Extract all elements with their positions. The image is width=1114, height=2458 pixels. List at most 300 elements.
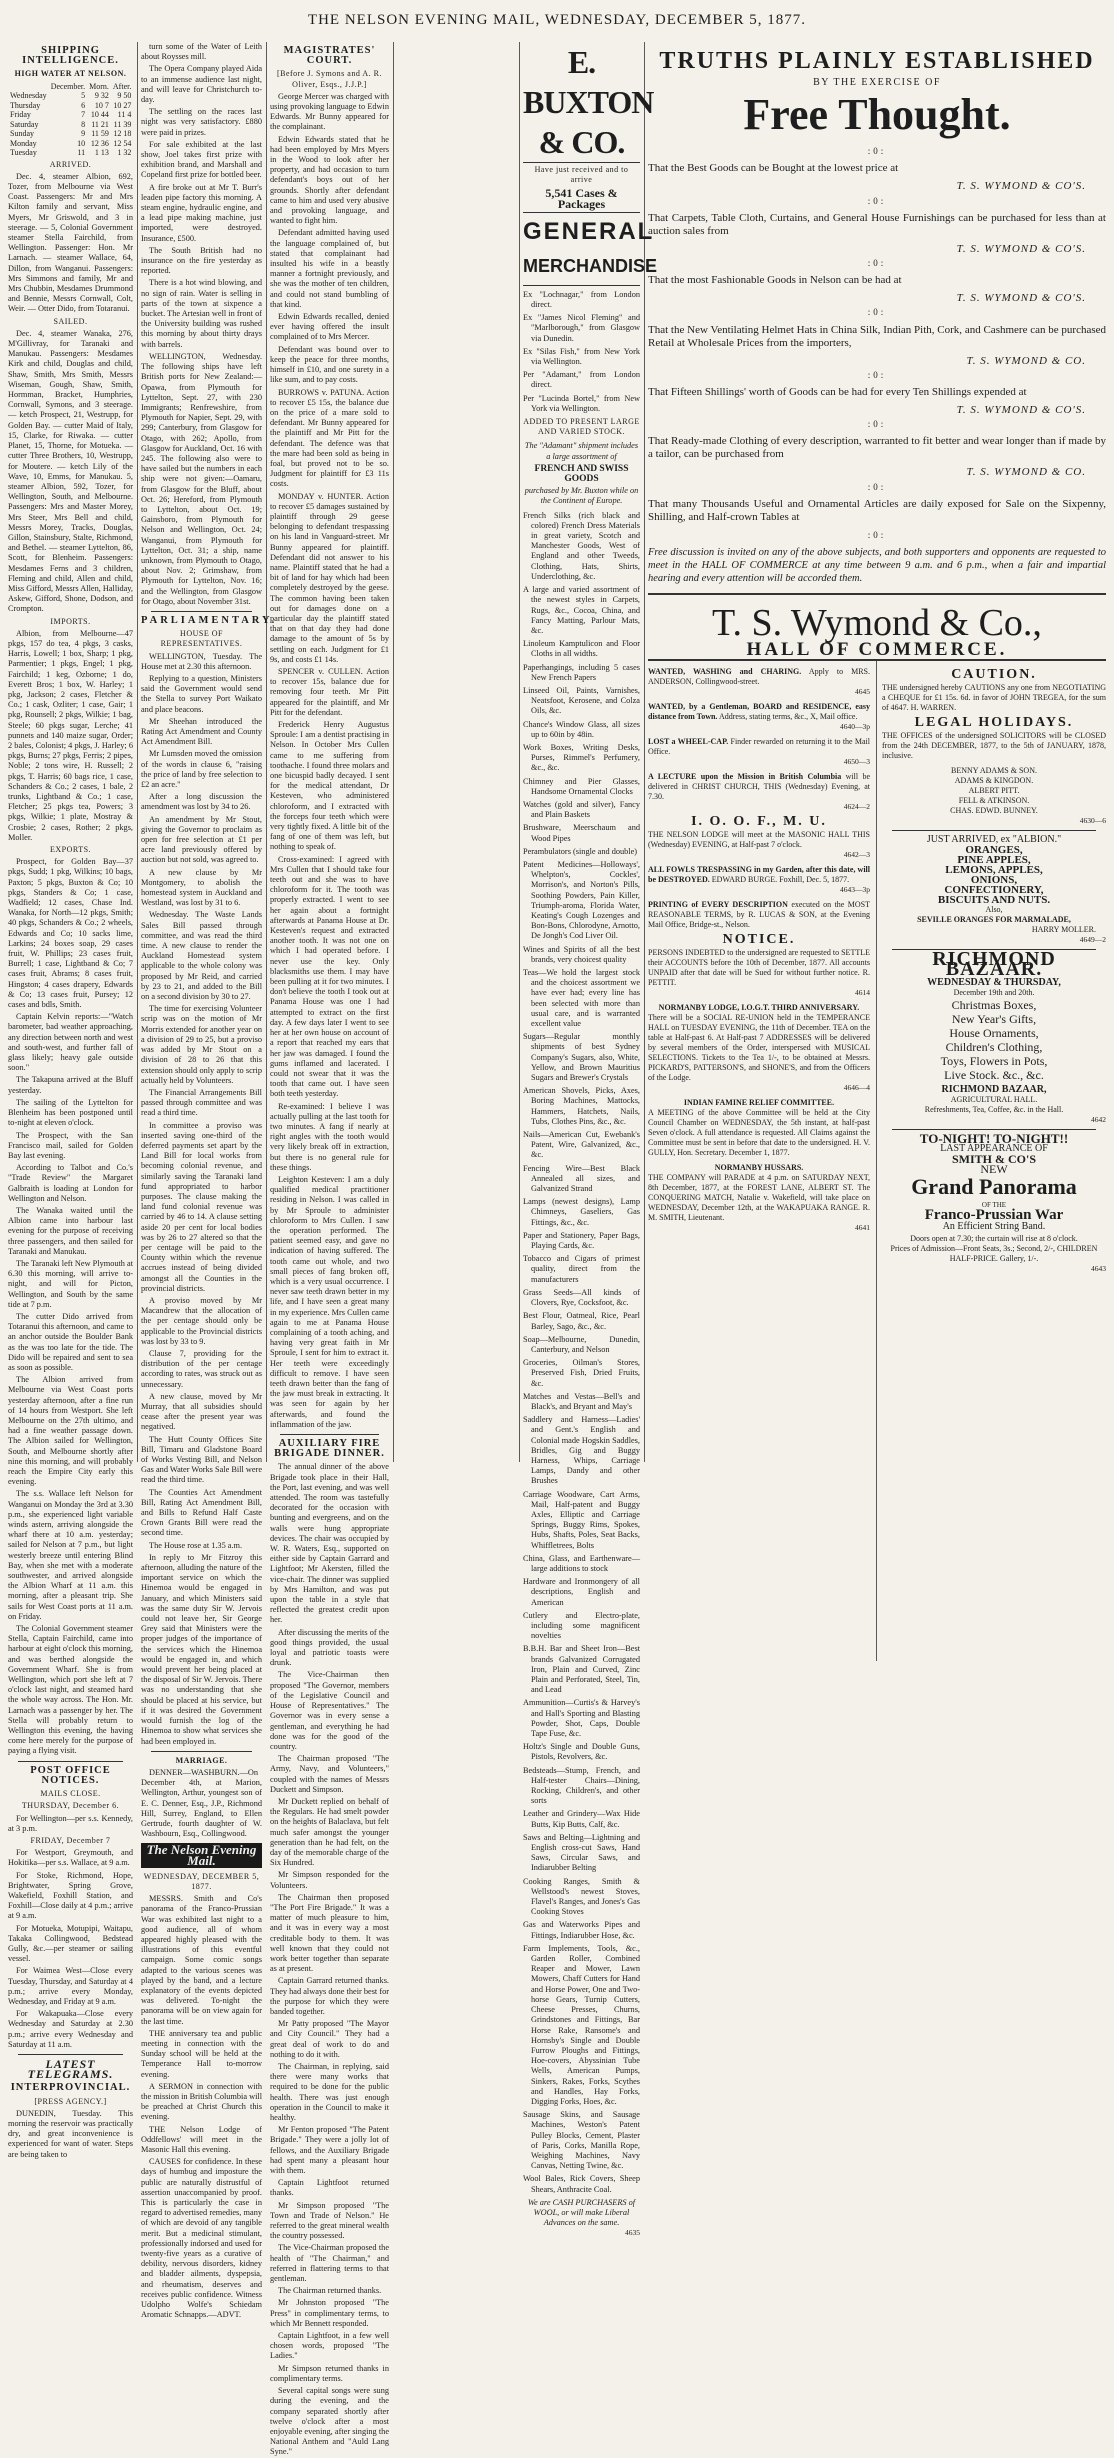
- tide-row: [8, 148, 133, 158]
- bazaar-item: Christmas Boxes,: [951, 998, 1037, 1013]
- ad-body: A MEETING of the above Committee will be held at the City Council Chamber on WEDNESDAY, the 5th instant, at half-past Seven o'clock. A full attendance is requested. All Claims against the Committee must be sent in before that date to the undersigned. H. V. GULLY, Hon. Secretary. December 1, 1877.: [648, 1108, 870, 1158]
- general-merchandise: [523, 212, 658, 286]
- shipping-para: The Takapuna arrived at the Bluff yesterday.: [8, 1075, 133, 1095]
- column-rule: [137, 42, 138, 1462]
- ad-number: 4645: [855, 687, 870, 697]
- classified-ad: [648, 667, 870, 697]
- ad-number: 4630—6: [1079, 816, 1106, 826]
- fire-brigade-heading: AUXILIARY FIRE BRIGADE DINNER.: [274, 1438, 385, 1460]
- grand-panorama: Grand Panorama: [911, 1174, 1077, 1200]
- tide-after: 11 4: [117, 110, 132, 120]
- divider: [151, 1751, 252, 1752]
- divider: :0:: [867, 419, 887, 430]
- ad-number: 4640—3p: [840, 722, 870, 732]
- statement: That the most Fashionable Goods in Nelson can be had at: [648, 274, 902, 287]
- wymond-signature: T. S. WYMOND & CO'S.: [956, 404, 1086, 417]
- statement: That the Best Goods can be Bought at the lowest price at: [648, 162, 899, 175]
- ad-number: 4643—3p: [840, 885, 870, 895]
- fire-para: Several capital songs were sung during the evening, and the company separated shortly after twelve o'clock after a most enjoyable evening, after singing the National Anthem and "Auld Lang Syne.": [270, 2386, 389, 2457]
- tide-date: 11: [77, 148, 86, 158]
- doors-open: Doors open at 7.30; the curtain will rise at 8 o'clock.: [910, 1234, 1078, 1244]
- shipping-para: Captain Kelvin reports:—"Watch barometer, bad weather approaching, any direction between north and west and south-west, and further fall of glass likely; heavy gale outside soon.": [8, 1012, 133, 1073]
- merchandise-item: Wool Bales, Rick Covers, Sheep Shears, Anthracite Coal.: [523, 2174, 640, 2194]
- court-para: Frederick Henry Augustus Sproule: I am a dentist practising in Nelson. In October Mrs Cullen came to me suffering from toothache. I found three molars and one bicuspid badly decayed. I sent for the medical attendant, Dr Kesteven, who administered chloroform, and I extracted with the forceps four teeth which were very tightly fixed. A little bit of the fang of one of them was left, but nothing to speak of.: [270, 720, 389, 852]
- merchandise-item: Holtz's Single and Double Guns, Pistols, Revolvers, &c.: [523, 1742, 640, 1762]
- post-office-heading: POST OFFICE NOTICES.: [30, 1764, 111, 1786]
- merchandise-item: Linoleum Kamptulicon and Floor Cloths in all widths.: [523, 639, 640, 659]
- exercise-line: BY THE EXERCISE OF: [813, 77, 941, 88]
- ad-heading: INDIAN FAMINE RELIEF COMMITTEE.: [683, 1098, 835, 1108]
- statement: That many Thousands Useful and Ornamental Articles are daily exposed for Sale on the Sixpenny, Shilling, and Half-crown Tables at: [648, 497, 1106, 523]
- ad-body: Finder rewarded on returning it to the Mail Office.: [648, 737, 870, 757]
- fire-para: The annual dinner of the above Brigade took place in their Hall, the Port, last evening, and was well attended. The room was tastefully decorated for the occasion with bunting and evergreens, and on the walls were hung appropriate devices. The chair was occupied by W. R. Waters, Esq., supported on either side by Captain Garrard and Lightfoot; Mr Akersten, filled the vice-chair. The dinner was supplied by Mrs Hamilton, and was put upon the table in a style that reflected the greatest credit upon her.: [270, 1462, 389, 1625]
- merchandise-item: Work Boxes, Writing Desks, Purses, Rimmel's Perfumery, &c., &c.: [523, 742, 640, 773]
- ad-number: 4614: [855, 988, 870, 998]
- court-para: Re-examined: I believe I was actually pulling at the last tooth for two minutes. A fang if nearly at right angles with the tooth would very likely break off in extraction, but there is no general rule for these things.: [270, 1101, 389, 1172]
- truths-heading: TRUTHS PLAINLY ESTABLISHED: [659, 48, 1095, 74]
- telegrams-heading: LATEST TELEGRAMS.: [27, 2056, 114, 2082]
- merchandise-item: American Shovels, Picks, Axes, Boring Machines, Mattocks, Hammers, Hatchets, Nails, Tubs, Clothes Pins, &c., &c.: [523, 1086, 640, 1126]
- fire-para: After discussing the merits of the good things provided, the usual loyal and patriotic toasts were drunk.: [270, 1627, 389, 1668]
- tide-morn: 10 7: [94, 100, 109, 110]
- merchandise-item: A large and varied assortment of the newest styles in Carpets, Rugs, &c., Cocoa, China, and Fancy Matting, Parlour Mats, &c.: [523, 585, 640, 635]
- received-line: Have just received and to arrive: [534, 165, 629, 185]
- discussion-text: Free discussion is invited on any of the above subjects, and both supporters and opponents are requested to meet in the HALL OF COMMERCE at any time between 9 a.m. and 6 p.m., when a fair and impartial hearing and every attention will be accorded them.: [648, 547, 1106, 585]
- court-para: Edwin Edwards recalled, denied ever having offered the insult complained of to Mrs Mercer.: [270, 312, 389, 342]
- statement: That the New Ventilating Helmet Hats in China Silk, Indian Pith, Cork, and Cashmere can be purchased Retail at Wholesale Prices from the importers,: [648, 323, 1106, 349]
- tide-day: Monday: [10, 138, 37, 148]
- tonight-line: TO-NIGHT! TO-NIGHT!!: [919, 1131, 1069, 1147]
- tide-after: 12 54: [113, 138, 132, 148]
- tide-morn: 12 36: [90, 138, 109, 148]
- tide-morn: 9 32: [94, 91, 109, 101]
- court-para: SPENCER v. CULLEN. Action to recover 15s, balance due for removing four teeth. Mr Pitt appeared for the plaintiff, and Mr Pitt for the defendant.: [270, 666, 389, 717]
- court-para: Edwin Edwards stated that he had been employed by Mrs Myers in the Wood to look after her property, and had occasion to turn defendant's boys out of her grounds. Shortly after defendant came to him and used very abusive and provoking language, and wanted to fight him.: [270, 134, 389, 226]
- tide-morn: 11 59: [91, 129, 109, 139]
- bazaar-dates: WEDNESDAY & THURSDAY,: [927, 977, 1061, 989]
- merchandise-item: Ammunition—Curtis's & Harvey's and Hall's Sporting and Blasting Powder, Shot, Caps, Double Tape Fuse, &c.: [523, 1698, 640, 1739]
- court-para: Cross-examined: I agreed with Mrs Cullen that I should take four teeth out and she was to have chloroform for it. The tooth was properly extracted. I went to see her again about a fortnight afterwards at Panama House at Dr. Kesteven's request and extracted another tooth. It was not one on which I had operated before. I never use the key. Only blacksmiths use them. I may have been pulling at it for two minutes. I don't believe the tooth I took out at Panama House was one I had attempted to extract on the first day. A few days later I went to see her at her own house on account of a report that reached my ears that her jaw was damaged. I found the gums inflamed and lacerated. I could not swear that it was the tooth that came out. I have seen both teeth yesterday.: [270, 854, 389, 1099]
- parl-para: A proviso moved by Mr Macandrew that the allocation of the per centage should only be applicable to the Provincial districts was lost by 33 to 9.: [141, 1295, 262, 1346]
- parl-para: In committee a proviso was inserted saving one-third of the deferred payments set apart by the Land Bill for local works from becoming colonial revenue, and similarly saving the Taranaki land fund appropriated to harbor purposes. The clause making the land fund colonial revenue was carried by 46 to 14. A clause setting aside 20 per cent for local bodies was by 26 to 27 altered so that the per centage will be paid to the County within which the revenue accrues instead of being divided amongst all the Counties in the provincial districts.: [141, 1120, 262, 1293]
- merchandise-item: Chimney and Pier Glasses, Handsome Ornamental Clocks: [523, 776, 640, 796]
- ad-heading: NOTICE.: [722, 932, 796, 948]
- fire-para: The Vice-Chairman proposed the health of "The Chairman," and referred in flattering terms to that gentleman.: [270, 2243, 389, 2284]
- merchandise-item: Lamps (newest designs), Lamp Chimneys, Gaseliers, Gas Fittings, &c., &c.: [523, 1197, 640, 1227]
- shipping-para: The Albion arrived from Melbourne via West Coast ports yesterday afternoon, after a fine run of 14 hours from Westport. She left Melbourne on the 27th ultimo, and had a fine weather passage down. The Albion sailed for Wellington, South, and Melbourne shortly after nine this morning, and will probably reach the Empire City early this evening.: [8, 1375, 133, 1487]
- fire-para: Mr Fenton proposed "The Patent Brigade." They were a jolly lot of fellows, and the Auxiliary Brigade had spent many a pleasant hour with them.: [270, 2125, 389, 2176]
- albion-item: CONFECTIONERY,: [944, 884, 1044, 897]
- court-para: MONDAY v. HUNTER. Action to recover £5 damages sustained by plaintiff through 29 geese belonging to defendant trespassing on his land in Vanguard-street. Mr Bunny appeared for plaintiff. Defendant did not answer to his name. Plaintiff stated that he had a bit of land for hay which had been completely destroyed by the geese. The common having been taken out for damages done on a particular day the plaintiff stated that on that day they had done damage to the amount of 5s by settling on each. Judgment for £1 9s, and costs £1 14s.: [270, 491, 389, 664]
- tide-row: [8, 91, 133, 101]
- merchandise-item: Best Flour, Oatmeal, Rice, Pearl Barley, Sago, &c., &c.: [523, 1311, 640, 1331]
- merchandise-item: Watches (gold and silver), Fancy and Plain Baskets: [523, 799, 640, 820]
- court-para: Defendant admitted having used the language complained of, but stated that complainant had insulted his wife in a beastly manner a fortnight previously, and she was the mother of ten children, and could not stand bumbling of that kind.: [270, 228, 389, 309]
- news-para: There is a hot wind blowing, and no sign of rain. Water is selling in parts of the town at sixpence a bucket. The Artesian well in front of the University building was rushed this morning by about thirty drays with barrels.: [141, 278, 262, 349]
- fire-para: Captain Lightfoot, in a few well chosen words, proposed "The Ladies.": [270, 2331, 389, 2361]
- classified-ad: [648, 1163, 870, 1233]
- ad-body: PERSONS INDEBTED to the undersigned are requested to SETTLE their ACCOUNTS before the 10th of December, 1877. All accounts UNPAID after that date will be Sued for without further notice. R. PETTIT.: [648, 948, 870, 988]
- merchandise-item: Perambulators (single and double): [523, 846, 638, 856]
- parl-para: After a long discussion the amendment was lost by 34 to 26.: [141, 792, 262, 812]
- classified-ad: [648, 1098, 870, 1158]
- merchandise-item: Fencing Wire—Best Black Annealed all sizes, and Galvanized Strand: [523, 1163, 640, 1194]
- tide-after: 1 32: [117, 148, 132, 158]
- merchandise-item: B.B.H. Bar and Sheet Iron—Best brands Galvanized Corrugated Iron, Plain and Curved, Zinc Plain and Perforated, Steel, Tin, and Lead: [523, 1644, 640, 1695]
- tide-after: 12 18: [113, 129, 132, 139]
- caution-text: THE undersigned hereby CAUTIONS any one from NEGOTIATING a CHEQUE for £1 15s. 6d. in favor of JOHN TREGEA, for the sum of 4647. H. WARREN.: [882, 683, 1106, 713]
- tide-header-row: [8, 82, 133, 92]
- albion-item: LEMONS, APPLES,: [945, 864, 1043, 877]
- merchandise-word: MERCHANDISE: [523, 255, 658, 276]
- merchandise-item: Bedsteads—Stump, French, and Half-tester Chairs—Dining, Rocking, Children's, and other sorts: [523, 1765, 640, 1806]
- parl-para: A new clause, moved by Mr Murray, that all subsidies should cease after the present year was negatived.: [141, 1391, 262, 1432]
- tide-morn: 10 44: [90, 110, 109, 120]
- classified-ad: [648, 814, 870, 860]
- fire-para: Mr Simpson returned thanks in complimentary terms.: [270, 2363, 389, 2383]
- court-para: Leighton Kesteven: I am a duly qualified medical practitioner residing in Nelson. I was called in by Mr Sproule to administer chloroform to Mrs Cullen. I saw the operation performed. The patient seemed easy, and gave no indication of having suffered. The tooth came out whole, and two small pieces of fang broken off, which is a very usual occurrence. I never saw teeth drawn better in my life, and I have seen a great many in my experience. Mrs Cullen came again to me at Panama House complaining of a tooth aching, and having very great faith in Mr Sproule, I sent for him to extract it. Her teeth were exceedingly difficult to remove. I have seen teeth drawn better than the fang of the jaw must break in extracting. It was seen for again by her afterwards, and found the inflammation of the jaw.: [270, 1174, 389, 1429]
- local-para: MESSRS. Smith and Co's panorama of the Franco-Prussian War was exhibited last night to a good audience, all of whom appeared highly pleased with the illustrations of this eventful campaign. Some comic songs adapted to the various scenes was played by the band, and a lecture explanatory of the events depicted was delivered. To-night the panorama will be on view again for the last time.: [141, 1894, 262, 2026]
- news-para: WELLINGTON, Wednesday. The following ships have left British ports for New Zealand:—Opawa, from Plymouth for Lyttelton, Sept. 27, with 230 Immigrants; Renfrewshire, from Plymouth for Napier, Sept. 29, with 299; Canterbury, from Glasgow for Otago, with 262; Apollo, from Glasgow for Auckland, Oct. 16 with 245. The following also were to have sailed but the numbers in each ship were not given:—Oamaru, from Glasgow for the Bluff, about Oct. 26; Hereford, from Plymouth to Lyttelton, about Oct. 19; Gainsboro, from Plymouth for Nelson and Wellington, Oct. 24; Wanganui, from Plymouth for Lyttelton, Oct. 31; a ship, name unknown, from Plymouth to Otago, about Nov. 2; Grimshaw, from Plymouth for Lyttelton, Nov. 16; and the Wellington, from Glasgow for Otago, about November 31st.: [141, 351, 262, 606]
- news-para: A fire broke out at Mr T. Burr's leaden pipe factory this morning. A steam engine, hydraulic engine, and a lead pipe making machine, just imported, were destroyed. Insurance, £500.: [141, 182, 262, 243]
- ad-body: Apply to MRS. ANDERSON, Collingwood-street.: [648, 667, 870, 687]
- column-court: [270, 42, 389, 2457]
- divider: :0:: [867, 146, 887, 157]
- merchandise-item: Grass Seeds—All kinds of Clovers, Rye, Cocksfoot, &c.: [523, 1287, 640, 1308]
- shipping-para: The s.s. Wallace left Nelson for Wanganui on Monday the 3rd at 3.30 p.m., she experienced light variable winds astern, arriving alongside the wharf there at 10 a.m. yesterday; sailed for Nelson at 7 p.m., but light westerly breeze until entering Blind Bay, when she met with a moderate southwester, and arrived alongside the Albion Wharf at 11 a.m. this morning, after a pleasant trip. She sails for West Coast ports at 11 a.m. on Friday.: [8, 1489, 133, 1621]
- fire-para: Captain Garrard returned thanks. They had always done their best for the purpose for which they were banded together.: [270, 1976, 389, 2016]
- fire-para: The Chairman returned thanks.: [278, 2286, 382, 2296]
- divider: :0:: [867, 481, 887, 492]
- seville-line: SEVILLE ORANGES FOR MARMALADE,: [917, 915, 1071, 925]
- merchandise-item: Cooking Ranges, Smith & Wellstood's newest Stoves, Flavel's Ranges, and Jones's Gas Cooking Stoves: [523, 1876, 640, 1917]
- bazaar-item: Toys, Flowers in Pots,: [940, 1054, 1048, 1069]
- parl-para: The Hutt County Offices Site Bill, Timaru and Gladstone Board of Works Vesting Bill, and Nelson Gas and Water Works Sale Bill were read the third time.: [141, 1434, 262, 1485]
- sailed-text: Dec. 4, steamer Wanaka, 276, M'Gillivray, for Taranaki and Manukau. Passengers: Mesdames Kirk and child, Douglas and child, Shaw, Smith, Mrs Smith, Messrs Wiseman, Gough, Shaw, Smith, Hormman, Bracket, Humphries, Cornwall, Symons, and 3 steerage. — ketch Prospect, 21, Westrupp, for Golden Bay. — cutter Maid of Italy, 15, Clarke, for Riwaka. — cutter Planet, 15, Thorne, for Motueka. — cutter Three Brothers, 10, Westrupp, for Moutere. — ketch Lily of the Wave, 10, Emms, for Manukau. 5, steamer Albion, 592, Tozer, for Wellington, South, and Melbourne. Passengers: Mrs and Master Morey, Mrs Steer, Mrs Bell and child, Messrs Morey, Tracks, Douglas, Gillon, Stainsbury, Stalte, Richmond, and Bethel. — steamer Lyttelton, 86, Scott, for Blenheim. Passengers: Mesdames Ferns and 3 children, Fleming and child, Allen and child, Miss Gifford, Messrs Allen, Halliday, Askew, Gifford, Shone, Dodson, and Crompton.: [8, 328, 133, 614]
- statement: That Fifteen Shillings' worth of Goods can be had for every Ten Shillings expended at: [648, 386, 1027, 399]
- admission-prices: Prices of Admission—Front Seats, 3s.; Second, 2/-, CHILDREN HALF-PRICE. Gallery, 1/-.: [890, 1244, 1098, 1264]
- wool-line: We are CASH PURCHASERS of WOOL, or will make Liberal Advances on the same.: [527, 2197, 636, 2228]
- ad-heading: ALL FOWLS TRESPASSING in my Garden, after this date, will be DESTROYED.: [648, 865, 870, 885]
- tide-morn: 11 21: [91, 119, 109, 129]
- firm-name: BENNY ADAMS & SON.: [951, 766, 1037, 776]
- adamant-line: The "Adamant" shipment includes a large assortment of: [524, 441, 639, 461]
- new-word: NEW: [980, 1162, 1008, 1177]
- ad-body: THE COMPANY will PARADE at 4 p.m. on SATURDAY NEXT, 8th December, 1877, at the FOREST LANE, ALBERT ST. The CONQUERING MATCH, Natalie v. Wakefield, will take place on WEDNESDAY, December 12th, at the WAKAPUAKA RANGE. R. M. SMITH, Lieutenant.: [648, 1173, 870, 1223]
- classified-ad: [648, 932, 870, 998]
- po-day: THURSDAY, December 6.: [21, 1801, 120, 1811]
- divider: [892, 1129, 1096, 1130]
- parl-para: Clause 7, providing for the distribution of the per centage according to rates, was struck out as unnecessary.: [141, 1348, 262, 1389]
- purchased-line: purchased by Mr. Buxton while on the Continent of Europe.: [524, 486, 639, 506]
- local-para: THE Nelson Lodge of Oddfellows' will meet in the Masonic Hall this evening.: [141, 2124, 262, 2155]
- legal-heading: LEGAL HOLIDAYS.: [914, 715, 1074, 731]
- parl-para: The Financial Arrangements Bill passed through committee and was read a third time.: [141, 1087, 262, 1118]
- column-rule: [876, 661, 877, 1661]
- merchandise-item: Wines and Spirits of all the best brands, very choicest quality: [523, 944, 640, 964]
- divider: :0:: [867, 369, 887, 380]
- firm-name: ADAMS & KINGDON.: [954, 776, 1034, 786]
- legal-text: THE OFFICES of the undersigned SOLICITORS will be CLOSED from the 24th DECEMBER, 1877, to the 5th of JANUARY, 1878, inclusive.: [882, 731, 1106, 761]
- court-para: George Mercer was charged with using provoking language to Edwin Edwards. Mr Bunny appeared for the complainant.: [270, 91, 389, 132]
- merchandise-item: Farm Implements, Tools, &c., Garden Roller, Combined Reaper and Mower, Lawn Mowers, Chaff Cutters for Hand and Horse Power, One and Two-horse Gears, Turnip Cutters, Cheese Presses, Churns, Grindstones and Fittings, Bar Horse Rake, Ransome's and Hornsby's Single and Double Furrow Ploughs and Fittings, Hoe-covers, Abyssinian Tube Wells, American Pumps, Sinkers, Rakes, Forks, Scythes and Handles, Hay Forks, Digging Forks, Hoes, &c.: [523, 1943, 640, 2106]
- parl-para: Mr Sheehan introduced the Rating Act Amendment and County Act Amendment Bill.: [141, 716, 262, 747]
- tide-date: 10: [77, 138, 86, 148]
- parl-para: WELLINGTON, Tuesday. The House met at 2.30 this afternoon.: [141, 651, 262, 671]
- court-bench: [Before J. Symons and A. R. Oliver, Esqs., J.J.P.]: [276, 69, 383, 89]
- arrived-heading: ARRIVED.: [49, 159, 92, 169]
- wymond-signature: T. S. WYMOND & CO'S.: [956, 292, 1086, 305]
- column-rule: [519, 42, 520, 1462]
- tide-after: 9 50: [117, 91, 132, 101]
- po-item: For Motueka, Motupipi, Waitapu, Takaka Collingwood, Bedstead Gully, &c.—per steamer or sailing vessel.: [8, 1923, 133, 1964]
- ship-line: Ex "Lochnagar," from London direct.: [523, 289, 640, 310]
- house-heading: HOUSE OF REPRESENTATIVES.: [160, 629, 243, 649]
- parl-para: In reply to Mr Fitzroy this afternoon, alluding the nature of the important service on which the Hinemoa would be engaged in January, and which Ministers said was the same duty Sir W. Jervois could not leave her, Sir George Grey said that Ministers were the proper judges of the importance of the services which the Hinemoa would be engaged in, and which would prevent her being placed at the disposal of Sir W. Jervois. There was no understanding that she should be placed at his service, but if it was desired the Government would furnish the log of the Hinemoa to show what services she had been employed in.: [141, 1552, 262, 1746]
- divider: [151, 611, 252, 612]
- po-item: For Waimea West—Close every Tuesday, Thursday, and Saturday at 4 p.m.; arrive every Monday, Wednesday, and Friday at 9 a.m.: [8, 1966, 133, 2006]
- marriage-heading: MARRIAGE.: [175, 1755, 228, 1765]
- bazaar-heading: RICHMOND BAZAAR.: [932, 948, 1056, 981]
- tide-date: 7: [81, 110, 86, 120]
- merchandise-item: Cutlery and Electro-plate, including some magnificent novelties: [523, 1610, 640, 1641]
- tide-date: 5: [81, 91, 86, 101]
- merchandise-item: Sausage Skins, and Sausage Machines, Weston's Patent Pulley Blocks, Cement, Plaster of Paris, Corks, Manilla Rope, Weighing Machines, Navy Canvas, Netting Twine, &c.: [523, 2110, 640, 2171]
- po-day: FRIDAY, December 7: [30, 1835, 111, 1845]
- fire-para: Mr Simpson responded for the Volunteers.: [270, 1870, 389, 1890]
- shipping-para: According to Talbot and Co.'s "Trade Review" the Margaret Galbraith is loading at London for Wellington and Nelson.: [8, 1163, 133, 1203]
- divider: [892, 830, 1096, 831]
- merchandise-item: Patent Medicines—Holloways', Whelpton's, Cockles', Morrison's, and Norton's Pills, Soothing Powders, Pain Killer, Triumph-aroma, Florida Water, Keating's Cough Lozenges and Bon-Bons, Chlorodyne, Arnotto, De Jongh's Cod Liver Oil.: [523, 859, 640, 941]
- ad-heading: WANTED, by a Gentleman, BOARD and RESIDENCE, easy distance from Town.: [648, 702, 870, 722]
- press-agency: [PRESS AGENCY.]: [34, 2096, 107, 2106]
- ad-heading: WANTED, WASHING and CHARING.: [648, 667, 802, 677]
- wymond-signature: T. S. WYMOND & CO'S.: [956, 242, 1086, 255]
- smith-co: SMITH & CO'S: [951, 1152, 1036, 1167]
- ship-line: Ex "James Nicol Fleming" and "Marlborough," from Glasgow via Dunedin.: [523, 313, 640, 343]
- tide-col-header: After.: [112, 81, 132, 91]
- tide-row: [8, 139, 133, 149]
- tide-date: 9: [81, 129, 86, 139]
- court-heading: MAGISTRATES' COURT.: [283, 45, 376, 67]
- bazaar-item: Children's Clothing,: [945, 1040, 1043, 1055]
- string-band: An Efficient String Band.: [942, 1221, 1046, 1233]
- classifieds-left: [648, 661, 870, 1238]
- tide-day: Sunday: [10, 129, 34, 139]
- tide-col-header: Morn.: [89, 81, 109, 91]
- local-para: A SERMON in connection with the mission in British Columbia will be preached at Christ Church this evening.: [141, 2081, 263, 2122]
- merchandise-item: Hardware and Ironmongery of all descriptions, English and American: [523, 1577, 640, 1607]
- divider: :0:: [867, 307, 887, 318]
- shipping-heading: SHIPPING INTELLIGENCE.: [22, 45, 119, 67]
- tide-table: [8, 82, 133, 158]
- merchandise-item: Teas—We hold the largest stock and the choicest assortment we have ever had; every line has been selected with more than usual care, and is warranted excellent value: [523, 968, 640, 1029]
- tide-row: [8, 110, 133, 120]
- merchandise-item: Groceries, Oilman's Stores, Preserved Fish, Dried Fruits, &c.: [523, 1358, 640, 1388]
- sailed-heading: SAILED.: [53, 316, 88, 326]
- ad-number: 4646—4: [843, 1083, 870, 1093]
- ad-body: Address, stating terms, &c., X, Mail office.: [718, 712, 858, 722]
- ad-heading: I. O. O. F., M. U.: [691, 814, 827, 830]
- ad-number: 4649—2: [1079, 935, 1106, 945]
- column-shipping: [8, 42, 134, 2159]
- column-rule: [644, 42, 645, 1462]
- firm-name: CHAS. EDWD. BUNNEY.: [950, 806, 1038, 816]
- buxton-banner: E. BUXTON & CO.: [523, 42, 640, 163]
- merchandise-item: Sugars—Regular monthly shipments of best Sydney Company's Sugars, also, White, Yellow, and Brown Mauritius Sugars and Brewer's Crystals: [523, 1032, 640, 1083]
- bazaar-refreshments: Refreshments, Tea, Coffee, &c. in the Hall.: [924, 1105, 1064, 1115]
- ship-line: Ex "Silas Fish," from New York via Wellington.: [523, 346, 640, 367]
- cases-line: 5,541 Cases & Packages: [545, 186, 618, 211]
- ad-body: EDWARD BURGE. Foxhill, Dec. 5, 1877.: [711, 875, 850, 885]
- tide-col-header: December.: [50, 81, 86, 91]
- classifieds-right: [882, 661, 1106, 1274]
- arrived-text: Dec. 4, steamer Albion, 692, Tozer, from Melbourne via West Coast. Passengers: Mr and Mrs Kilton family and servant, Miss Myers, Mr Griswold, and 3 in steerage. — 5, Colonial Government steamer Stella Fairchild, from Wellington. Passenger: Hon. Mr Larnach. — steamer Wallace, 64, Dillon, from Wanganui. Passengers: Mrs Simmons and family, Mr and Mrs Chubbin, Mesdames Drummond and Bennie, Messrs Cornwall, Colt, Weir. — Otter Dido, from Totaranui.: [8, 171, 133, 314]
- shipping-para: The Colonial Government steamer Stella, Captain Fairchild, came into harbour at eight o'clock this morning, and was berthed alongside the Government Wharf. She is from Wellington, which port she left at 7 o'clock last night, and steamed hard the whole way across. The Hon. Mr. Larnach was a passenger by her. The Stella will probably return to Wellington this evening, the having come here merely for the purpose of paying a flying visit.: [8, 1624, 133, 1756]
- merchandise-item: Paper and Stationery, Paper Bags, Playing Cards, &c.: [523, 1230, 640, 1251]
- imports-text: Albion, from Melbourne—47 pkgs, 157 do tea, 4 pkgs, 3 casks, Harris, Lowell; 1 box, Sharp; 1 pkg, Parmentier; 1 pkgs, Engel; 1 pkg, Fairchild; 1 keg, Ozborne; 1 do, Everett Bros; 1 box, W. Harley; 1 pkg, Jackson; 2 cases, Fletcher & Co.; 1 cask, Ozliter; 1 case, Gair; 1 pkg, Rounsell; 2 pkgs, Wilkie; 1 bag, Steele; 60 pkgs sugar, Lerche; 41 punnets and 140 maize sugar, Order; 2 bales, Colonist; 4 pkgs, J. Harley; 6 pkgs, Burns; 27 pkgs, Ferris; 2 pipes, Noble; 2 tons wire, H. Russell; 2 pkgs, T. Harris; 60 bags rice, 1 case, Schanders & Co.; 2 cases, 1 bale, 2 trunks, Lightband & Co.; 1 case, Fletcher; 25 pkgs tea, Powers; 3 pkgs, Wilkie; 1 plate, Mostray & Crosbie; 2 cases, Rother; 2 pkgs, Moller.: [8, 628, 133, 842]
- classified-ad: [648, 702, 870, 732]
- last-appearance: LAST APPEARANCE OF: [940, 1143, 1048, 1155]
- divider: :0:: [867, 258, 887, 269]
- bazaar-item: Live Stock. &c., &c.: [944, 1068, 1044, 1083]
- tide-after: 11 39: [113, 119, 132, 129]
- column-rule: [266, 42, 267, 1462]
- fire-para: Captain Lightfoot returned thanks.: [270, 2178, 389, 2198]
- po-item: For Westport, Greymouth, and Hokitika—per s.s. Wallace, at 9 a.m.: [8, 1848, 133, 1868]
- merchandise-item: Carriage Woodware, Cart Arms, Mail, Half-patent and Buggy Axles, Elliptic and Carriage Springs, Buggy Rims, Spokes, Hubs, Shafts, Poles, Seat Backs, Whiffletrees, Bolts: [523, 1489, 640, 1550]
- hall-of-commerce: HALL OF COMMERCE.: [648, 645, 1106, 661]
- parl-para: An amendment by Mr Stout, giving the Governor to proclaim as open for free selection at £1 per acre land previously offered by auction but not sold, was agreed to.: [141, 814, 262, 865]
- merchandise-item: Brushware, Meerschaum and Wood Pipes: [523, 823, 640, 843]
- albion-item: BISCUITS AND NUTS.: [937, 894, 1051, 907]
- tide-morn: 1 13: [94, 148, 109, 158]
- shipping-para: The Prospect, with the San Francisco mail, sailed for Golden Bay last evening.: [8, 1130, 133, 1160]
- news-para: The South British had no insurance on the fire yesterday as reported.: [141, 245, 262, 276]
- firm-name: ALBERT PITT.: [968, 786, 1020, 796]
- of-the: OF THE: [981, 1201, 1007, 1210]
- shipping-para: The sailing of the Lyttelton for Blenheim has been postponed until to-night at eleven o'clock.: [8, 1097, 133, 1128]
- parl-para: Replying to a question, Ministers said the Government would send the Stella to survey Port Waikato and place beacons.: [141, 673, 262, 714]
- telegram-text: DUNEDIN, Tuesday. This morning the reservoir was practically dry, and great inconvenience is experienced for want of water. Steps are being taken to: [8, 2108, 133, 2159]
- ad-body: THE NELSON LODGE will meet at the MASONIC HALL THIS (Wednesday) EVENING, at Half-past 7 o'clock.: [648, 830, 870, 850]
- column-buxton-ad: [523, 42, 658, 2238]
- shipping-para: The Wanaka waited until the Albion came into harbour last evening for the purpose of receiving three passengers, and then sailed for Taranaki and Manukau.: [8, 1205, 133, 1256]
- fire-para: Mr Simpson proposed "The Town and Trade of Nelson." He referred to the great mineral wealth the country possessed.: [270, 2200, 389, 2241]
- shipping-para: The Taranaki left New Plymouth at 6.30 this morning, will arrive to-night, and will for Picton, Wellington, and South by the same tide at 7 p.m.: [8, 1258, 134, 1309]
- merchandise-item: Paperhangings, including 5 cases New French Papers: [523, 662, 640, 682]
- ad-body: will be delivered in CHRIST CHURCH, THIS (Wednesday) Evening, at 7.30.: [648, 772, 871, 802]
- news-para: The settling on the races last night was very satisfactory. £880 were paid in prizes.: [141, 107, 262, 137]
- parl-para: The House rose at 1.35 a.m.: [149, 1540, 243, 1550]
- general-word: GENERAL: [523, 217, 655, 245]
- ship-line: Per "Adamant," from London direct.: [523, 370, 640, 390]
- divider: [18, 2054, 123, 2055]
- wymond-name: T. S. Wymond & Co.,: [648, 593, 1106, 645]
- caution-heading: CAUTION.: [951, 667, 1037, 683]
- parl-para: Wednesday. The Waste Lands Sales Bill passed through committee, and was read the third time. A new clause to render the Auckland Homestead system applicable to the whole colony was proposed by Mr Reid, and carried by 23 to 21, and added to the Bill on a second division by 30 to 27.: [141, 910, 262, 1002]
- franco-prussian: Franco-Prussian War: [924, 1207, 1064, 1224]
- ad-heading: PRINTING of EVERY DESCRIPTION: [648, 900, 788, 910]
- news-para: turn some of the Water of Leith about Roysses mill.: [141, 42, 262, 62]
- ship-line: Per "Lucinda Bortel," from New York via Wellington.: [523, 393, 640, 413]
- parl-para: A new clause by Mr Montgomery, to abolish the homestead system in Auckland and Westland, was lost by 31 to 6.: [141, 867, 262, 908]
- albion-item: ORANGES,: [965, 844, 1023, 857]
- merchandise-item: Soap—Melbourne, Dunedin, Canterbury, and Nelson: [523, 1334, 640, 1354]
- wymond-signature: T. S. WYMOND & CO'S.: [956, 180, 1086, 193]
- paper-nameplate: The Nelson Evening Mail.: [141, 1843, 262, 1867]
- fire-para: The Chairman, in replying, said there were many works that required to be done for the public health. There was just enough operation in the Council to make it healthy.: [270, 2062, 389, 2123]
- marriage-text: DENNER—WASHBURN.—On December 4th, at Marion, Wellington, Arthur, youngest son of E. C. Denner, Esq., J.P., Richmond Hill, Surrey, England, to Ellen Gertrude, fourth daughter of W. Washbourn, Esq., Collingwood.: [141, 1767, 262, 1839]
- bazaar-dates2: December 19th and 20th.: [953, 988, 1035, 998]
- ad-heading: LOST a WHEEL-CAP.: [648, 737, 729, 747]
- ad-number: 4635: [625, 2228, 640, 2238]
- merchandise-item: Nails—American Cut, Ewebank's Patent, Wire, Galvanized, &c., &c.: [523, 1130, 640, 1160]
- fire-para: Mr Duckett replied on behalf of the Regulars. He had smelt powder on the heights of Balaclava, but felt much safer amongst the younger generation than he had felt, on the day of the memorable charge of the Six Hundred.: [270, 1796, 389, 1868]
- merchandise-item: Saws and Belting—Lightning and English cross-cut Saws, Hand Saws, Circular Saws, and Indiarubber Belting: [523, 1832, 640, 1873]
- shipping-para: The cutter Dido arrived from Totaranui this afternoon, and came to an anchor outside the Boulder Bank as the was too late for the tide. The Dido will be repaired and sent to sea as soon as possible.: [8, 1311, 133, 1372]
- tide-after: 10 27: [113, 100, 132, 110]
- merchandise-item: Matches and Vestas—Bell's and Black's, and Bryant and May's: [523, 1391, 640, 1411]
- merchandise-item: China, Glass, and Earthenware—large additions to stock: [523, 1553, 640, 1573]
- news-para: For sale exhibited at the last show, Joel takes first prize with exhibition brand, and Marshall and Copeland first prize for bottled beer.: [141, 139, 262, 180]
- column-rule: [393, 42, 394, 1462]
- merchandise-item: Gas and Waterworks Pipes and Fittings, Indiarubber Hose, &c.: [523, 1920, 640, 1940]
- fire-para: Mr Johnston proposed "The Press" in complimentary terms, to which Mr Bennett responded.: [270, 2298, 389, 2328]
- merchandise-item: Saddlery and Harness—Ladies' and Gent.'s English and Colonial made Hogskin Saddles, Bridles, Gig and Buggy Harness, Whips, Carriage Lamps, Dandy and other Brushes: [523, 1415, 640, 1486]
- statement: That Ready-made Clothing of every description, warranted to fit better and wear longer than if made by a tailor, can be purchased from: [648, 435, 1106, 461]
- tide-row: [8, 129, 133, 139]
- mails-close: MAILS CLOSE.: [40, 1789, 101, 1799]
- masthead: THE NELSON EVENING MAIL, WEDNESDAY, DECEMBER 5, 1877.: [307, 12, 807, 28]
- tide-date: 6: [81, 100, 86, 110]
- parl-para: The time for exercising Volunteer scrip was on the motion of Mr Morris extended for another year on a division of 29 to 25, but a proviso was added by Mr Stout on a division of 28 to 26 that this extension should only apply to scrip actually held by Volunteers.: [141, 1004, 262, 1085]
- imports-heading: IMPORTS.: [50, 616, 91, 626]
- classified-ad: [648, 772, 870, 812]
- court-para: BURROWS v. PATUNA. Action to recover £5 15s, the balance due on the price of a mare sold to defendant. Mr Bunny appeared for the plaintiff and Mr Pitt for the defendant. The defence was that the mare had been sold as being in foal, but proved not to be so. Judgment for plaintiff for £3 11s costs.: [270, 387, 389, 489]
- court-para: Defendant was bound over to keep the peace for three months, himself in £10, and one surety in a like sum, and to pay costs.: [270, 344, 389, 385]
- po-item: For Stoke, Richmond, Hope, Brightwater, Spring Grove, Wakefield, Foxhill Station, and Foxhill—Close daily at 4 p.m.; arrive at 9 a.m.: [8, 1870, 133, 1921]
- fire-para: Mr Patty proposed "The Mayor and City Council." They had a great deal of work to do and nothing to do it with.: [270, 2019, 389, 2059]
- fire-para: The Chairman then proposed "The Port Fire Brigade." It was a matter of much pleasure to him, and it was in every way a most creditable body to them. It was well known that they could not work better together than separate as at present.: [270, 1892, 389, 1974]
- parl-para: The Counties Act Amendment Bill, Rating Act Amendment Bill, and Bills to Refund Half Caste Crown Grants Bill were read the second time.: [141, 1487, 262, 1538]
- fire-para: The Chairman proposed "The Army, Navy, and Volunteers," coupled with the names of Messrs Duckett and Simpson.: [270, 1754, 389, 1794]
- local-para: THE anniversary tea and public meeting in connection with the Sunday school will be held at the Temperance Hall to-morrow evening.: [141, 2028, 262, 2079]
- classifieds-area: [648, 661, 1106, 1661]
- french-swiss-line: FRENCH AND SWISS GOODS: [534, 463, 629, 485]
- tide-day: Saturday: [10, 119, 39, 129]
- ad-number: 4650—3: [843, 757, 870, 767]
- ad-body: There will be a SOCIAL RE-UNION held in the TEMPERANCE HALL on TUESDAY EVENING, the 11th of December. TEA on the table at Half-past 6. At Half-past 7 ADDRESSES will be delivered by several members of the Order, interspersed with MUSICAL SELECTIONS. Tickets to the Tea 1/-, to be obtained at Messrs. PICKARD'S, PATTERSON'S, and SHONE'S, and from the Officers of the Lodge.: [648, 1013, 870, 1083]
- ad-body: executed on the MOST REASONABLE TERMS, by R. LUCAS & SON, at the Evening Mail Office, Bridge-st., Nelson.: [648, 900, 870, 930]
- bazaar-place2: AGRICULTURAL HALL.: [950, 1095, 1038, 1105]
- tide-row: [8, 120, 133, 130]
- po-item: For Wakapuaka—Close every Wednesday and Saturday at 2.30 p.m.; arrive every Wednesday and Saturday at 11 a.m.: [8, 2009, 133, 2049]
- parl-para: Mr Lumsden moved the omission of the words in clause 6, "raising the price of land by free selection to £2 an acre.": [141, 749, 262, 790]
- divider: [280, 1434, 379, 1435]
- merchandise-item: Leather and Grindery—Wax Hide Butts, Kip Butts, Calf, &c.: [523, 1809, 640, 1829]
- tide-row: [8, 101, 133, 111]
- dateline: WEDNESDAY, DECEMBER 5, 1877.: [143, 1871, 260, 1891]
- albion-item: ONIONS,: [970, 874, 1018, 887]
- ad-number: 4642: [1091, 1115, 1106, 1125]
- merchandise-item: Chance's Window Glass, all sizes up to 60in by 48in.: [523, 719, 640, 739]
- firm-name: FELL & ATKINSON.: [958, 796, 1030, 806]
- tide-heading: HIGH WATER AT NELSON.: [14, 69, 127, 79]
- albion-also: Also,: [985, 905, 1003, 915]
- ad-number: 4643: [1091, 1264, 1106, 1274]
- tide-day: Wednesday: [10, 91, 47, 101]
